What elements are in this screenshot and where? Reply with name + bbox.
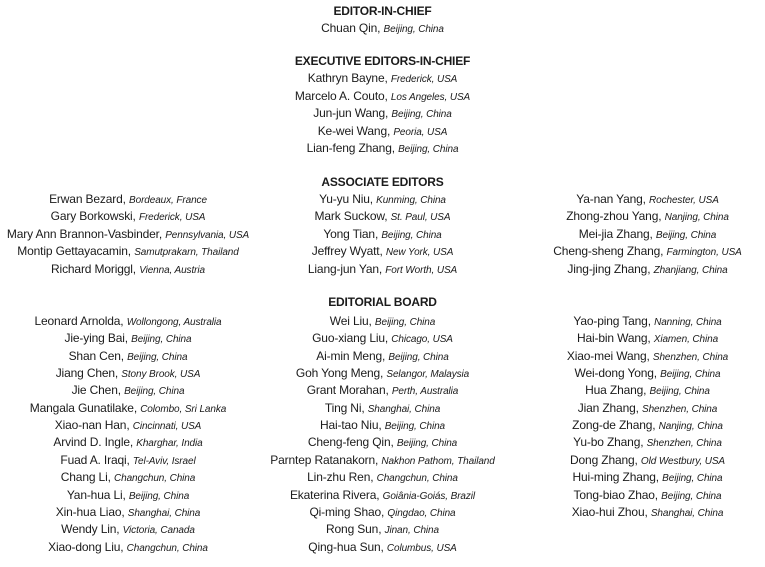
member-location: Beijing, China xyxy=(384,421,446,433)
member-name: Mark Suckow, xyxy=(314,209,388,224)
member-location: Victoria, Canada xyxy=(122,525,195,537)
member-name: Hua Zhang, xyxy=(585,383,647,398)
member-name: Shan Cen, xyxy=(68,348,124,363)
editorial-board-heading: EDITORIAL BOARD xyxy=(328,295,437,309)
member-entry xyxy=(240,261,525,279)
member-name: Grant Morahan, xyxy=(306,383,389,398)
member-entry xyxy=(0,469,256,487)
member-entry xyxy=(530,434,765,452)
member-location: Beijing, China xyxy=(662,473,723,485)
member-name: Montip Gettayacamin, xyxy=(17,244,131,259)
member-entry xyxy=(0,330,256,348)
member-entry xyxy=(0,539,256,557)
member-entry xyxy=(0,88,765,106)
member-name: Ai-min Meng, xyxy=(316,348,386,363)
member-entry xyxy=(0,400,256,418)
member-location: Changchun, China xyxy=(376,473,458,485)
member-entry xyxy=(0,365,256,383)
member-entry xyxy=(530,469,765,487)
member-location: Los Angeles, USA xyxy=(390,91,471,103)
member-name: Lin-zhu Ren, xyxy=(307,470,374,485)
member-entry xyxy=(0,348,256,366)
member-name: Marcelo A. Couto, xyxy=(294,88,388,103)
member-location: Goiânia-Goiás, Brazil xyxy=(382,490,476,502)
member-entry xyxy=(240,487,525,505)
member-location: Nanjing, China xyxy=(658,421,723,433)
member-location: Kunming, China xyxy=(376,195,446,206)
member-name: Mary Ann Brannon-Vasbinder, xyxy=(6,226,163,241)
member-entry xyxy=(530,243,765,261)
member-name: Gary Borkowski, xyxy=(50,209,136,224)
member-location: Beijing, China xyxy=(383,24,444,35)
member-name: Jing-jing Zhang, xyxy=(567,261,651,276)
member-entry xyxy=(240,434,525,452)
member-entry xyxy=(240,417,525,435)
associate-editors-heading: ASSOCIATE EDITORS xyxy=(321,175,444,189)
member-entry xyxy=(530,417,765,435)
member-location: Beijing, China xyxy=(381,229,442,241)
member-entry xyxy=(530,226,765,244)
member-entry xyxy=(240,469,525,487)
member-entry xyxy=(530,191,765,209)
member-location: Zhanjiang, China xyxy=(653,264,728,276)
member-name: Mangala Gunatilake, xyxy=(29,400,137,415)
member-location: Tel-Aviv, Israel xyxy=(132,455,196,467)
member-name: Jiang Chen, xyxy=(55,366,119,381)
member-name: Jun-jun Wang, xyxy=(313,106,389,121)
member-location: Nanjing, China xyxy=(664,212,729,224)
member-location: Perth, Australia xyxy=(391,386,459,398)
member-location: Fort Worth, USA xyxy=(385,264,458,276)
member-entry xyxy=(530,487,765,505)
member-location: Beijing, China xyxy=(374,317,436,328)
member-location: Rochester, USA xyxy=(649,195,719,206)
member-name: Qing-hua Sun, xyxy=(308,539,384,554)
editor-in-chief-heading: EDITOR-IN-CHIEF xyxy=(333,4,432,18)
member-name: Mei-jia Zhang, xyxy=(578,226,653,241)
member-name: Dong Zhang, xyxy=(570,452,638,467)
member-entry xyxy=(240,539,525,557)
member-location: Shenzhen, China xyxy=(642,403,718,415)
member-location: Peoria, USA xyxy=(393,126,448,138)
member-location: Beijing, China xyxy=(124,386,185,398)
member-location: Beijing, China xyxy=(127,351,188,363)
member-name: Hai-bin Wang, xyxy=(576,331,651,346)
member-location: Samutprakarn, Thailand xyxy=(134,247,239,259)
member-entry xyxy=(530,504,765,522)
member-name: Cheng-sheng Zhang, xyxy=(553,244,664,259)
member-location: Xiamen, China xyxy=(653,334,719,346)
member-name: Leonard Arnolda, xyxy=(34,314,124,328)
member-location: St. Paul, USA xyxy=(390,212,451,224)
member-name: Yu-yu Niu, xyxy=(319,192,373,206)
member-location: Shenzhen, China xyxy=(652,351,729,363)
member-entry xyxy=(0,105,765,123)
member-location: Nakhon Pathom, Thailand xyxy=(381,455,495,467)
member-location: Kharghar, India xyxy=(136,438,203,450)
member-entry xyxy=(530,400,765,418)
member-entry xyxy=(240,191,525,209)
member-name: Zhong-zhou Yang, xyxy=(566,209,662,224)
member-name: Jie Chen, xyxy=(71,383,121,398)
member-location: Beijing, China xyxy=(661,490,722,502)
member-entry xyxy=(0,417,256,435)
member-entry xyxy=(240,243,525,261)
member-name: Xiao-nan Han, xyxy=(54,418,130,433)
member-name: Xiao-mei Wang, xyxy=(566,348,650,363)
member-location: Selangor, Malaysia xyxy=(386,369,470,381)
member-entry xyxy=(0,70,765,88)
member-entry xyxy=(0,504,256,522)
member-entry xyxy=(240,313,525,331)
member-name: Fuad A. Iraqi, xyxy=(60,452,130,467)
member-name: Jeffrey Wyatt, xyxy=(311,244,383,259)
member-location: Changchun, China xyxy=(113,473,196,485)
member-entry xyxy=(0,226,256,244)
member-entry xyxy=(240,400,525,418)
member-location: Qingdao, China xyxy=(387,507,456,519)
member-location: Beijing, China xyxy=(398,144,459,156)
member-location: Beijing, China xyxy=(660,369,721,381)
member-entry xyxy=(0,123,765,141)
member-name: Lian-feng Zhang, xyxy=(306,141,395,156)
member-location: Beijing, China xyxy=(655,229,717,241)
member-name: Rong Sun, xyxy=(326,522,382,537)
member-location: Colombo, Sri Lanka xyxy=(140,403,227,415)
member-name: Ya-nan Yang, xyxy=(576,192,646,206)
member-location: Cincinnati, USA xyxy=(132,421,202,433)
member-entry xyxy=(240,330,525,348)
member-name: Arvind D. Ingle, xyxy=(53,435,134,450)
member-entry xyxy=(0,261,256,279)
member-entry xyxy=(240,521,525,539)
member-entry xyxy=(530,330,765,348)
member-location: Changchun, China xyxy=(126,542,208,554)
member-entry xyxy=(0,313,256,331)
member-location: Chicago, USA xyxy=(391,334,453,346)
member-entry xyxy=(0,140,765,158)
member-name: Yan-hua Li, xyxy=(66,487,126,502)
member-location: Frederick, USA xyxy=(390,74,458,85)
member-entry xyxy=(240,226,525,244)
member-name: Hui-ming Zhang, xyxy=(572,470,659,485)
member-name: Ting Ni, xyxy=(324,400,365,415)
member-location: Nanning, China xyxy=(654,317,722,328)
member-name: Parntep Ratanakorn, xyxy=(270,452,379,467)
member-entry xyxy=(240,504,525,522)
member-entry xyxy=(0,208,256,226)
member-entry xyxy=(0,243,256,261)
member-name: Jian Zhang, xyxy=(577,400,639,415)
member-location: Columbus, USA xyxy=(386,542,457,554)
member-entry xyxy=(530,313,765,331)
member-name: Wendy Lin, xyxy=(61,522,120,537)
member-location: Beijing, China xyxy=(131,334,192,346)
member-location: Beijing, China xyxy=(391,109,452,121)
member-location: Pennsylvania, USA xyxy=(165,229,250,241)
member-entry xyxy=(0,434,256,452)
member-location: Shenzhen, China xyxy=(646,438,722,450)
member-location: New York, USA xyxy=(385,247,454,259)
member-name: Kathryn Bayne, xyxy=(307,71,388,85)
member-name: Xiao-dong Liu, xyxy=(48,539,124,554)
member-location: Shanghai, China xyxy=(650,507,724,519)
member-name: Liang-jun Yan, xyxy=(307,261,383,276)
member-name: Cheng-feng Qin, xyxy=(307,435,394,450)
member-entry xyxy=(530,452,765,470)
member-name: Chuan Qin, xyxy=(321,21,381,35)
member-entry xyxy=(0,521,256,539)
member-location: Frederick, USA xyxy=(138,212,206,224)
member-location: Beijing, China xyxy=(128,490,190,502)
member-entry xyxy=(0,487,256,505)
member-entry xyxy=(240,208,525,226)
member-location: Beijing, China xyxy=(388,351,449,363)
member-name: Erwan Bezard, xyxy=(49,192,126,206)
member-name: Chang Li, xyxy=(60,470,111,485)
member-name: Xiao-hui Zhou, xyxy=(571,504,648,519)
member-name: Wei-dong Yong, xyxy=(574,366,657,381)
member-name: Hai-tao Niu, xyxy=(319,418,382,433)
member-name: Ke-wei Wang, xyxy=(317,123,391,138)
member-name: Yao-ping Tang, xyxy=(573,314,651,328)
member-location: Old Westbury, USA xyxy=(640,455,725,467)
member-entry xyxy=(240,348,525,366)
member-name: Tong-biao Zhao, xyxy=(573,487,658,502)
member-location: Bordeaux, France xyxy=(129,195,207,206)
member-location: Wollongong, Australia xyxy=(126,317,222,328)
member-location: Vienna, Austria xyxy=(139,264,205,276)
member-name: Zong-de Zhang, xyxy=(572,418,656,433)
member-entry xyxy=(240,452,525,470)
member-name: Xin-hua Liao, xyxy=(55,504,125,519)
member-entry xyxy=(530,382,765,400)
member-entry xyxy=(240,382,525,400)
member-entry xyxy=(530,365,765,383)
member-name: Guo-xiang Liu, xyxy=(312,331,389,346)
member-location: Shanghai, China xyxy=(367,403,441,415)
member-name: Yu-bo Zhang, xyxy=(573,435,644,450)
member-entry xyxy=(0,452,256,470)
member-location: Beijing, China xyxy=(396,438,458,450)
member-name: Yong Tian, xyxy=(323,226,379,241)
member-name: Qi-ming Shao, xyxy=(309,504,385,519)
member-entry xyxy=(530,261,765,279)
member-name: Wei Liu, xyxy=(329,314,372,328)
member-name: Goh Yong Meng, xyxy=(295,366,384,381)
executive-editors-heading: EXECUTIVE EDITORS-IN-CHIEF xyxy=(294,54,471,68)
member-entry xyxy=(530,208,765,226)
member-location: Beijing, China xyxy=(649,386,710,398)
member-entry xyxy=(0,191,256,209)
member-name: Ekaterina Rivera, xyxy=(289,487,380,502)
member-location: Jinan, China xyxy=(384,525,439,537)
member-entry xyxy=(530,348,765,366)
member-entry xyxy=(0,382,256,400)
member-name: Richard Moriggl, xyxy=(51,261,136,276)
member-location: Shanghai, China xyxy=(127,507,201,519)
member-location: Farmington, USA xyxy=(666,247,742,259)
member-name: Jie-ying Bai, xyxy=(64,331,128,346)
member-location: Stony Brook, USA xyxy=(121,369,201,381)
member-entry xyxy=(240,365,525,383)
member-entry xyxy=(0,20,765,38)
